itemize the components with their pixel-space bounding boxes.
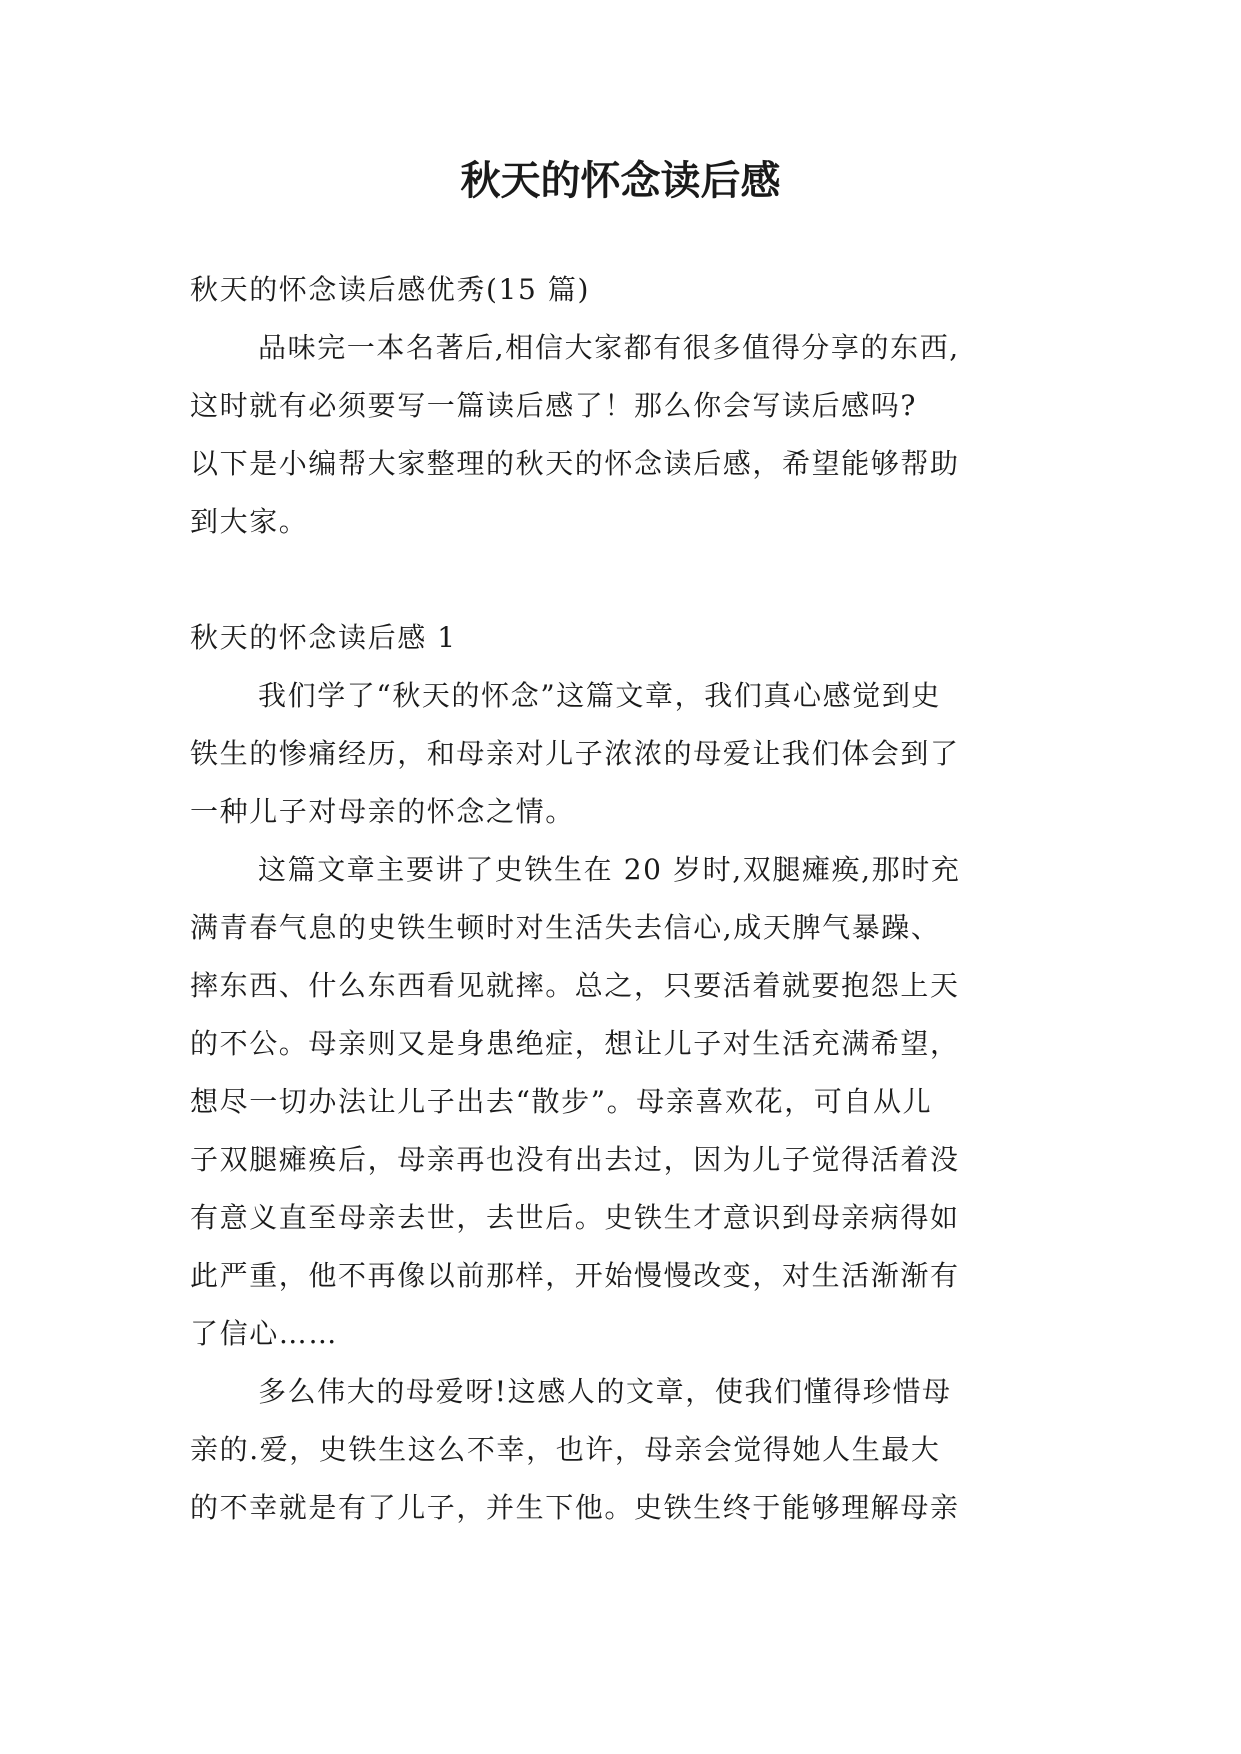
paragraph-line: 有意义直至母亲去世，去世后。史铁生才意识到母亲病得如 bbox=[190, 1201, 960, 1234]
document-body bbox=[190, 261, 1066, 1537]
paragraph-line: 的不幸就是有了儿子，并生下他。史铁生终于能够理解母亲 bbox=[190, 1491, 960, 1524]
paragraph-line: 的不公。母亲则又是身患绝症，想让儿子对生活充满希望， bbox=[190, 1027, 960, 1060]
section-heading: 秋天的怀念读后感 1 bbox=[190, 621, 457, 654]
paragraph-line: 摔东西、什么东西看见就摔。总之，只要活着就要抱怨上天 bbox=[190, 969, 960, 1002]
document-subtitle: 秋天的怀念读后感优秀(15 篇) bbox=[190, 273, 590, 306]
paragraph-gap bbox=[190, 551, 1066, 609]
intro-line: 这时就有必须要写一篇读后感了！那么你会写读后感吗? bbox=[190, 389, 918, 422]
intro-line: 到大家。 bbox=[190, 505, 309, 538]
paragraph-line: 满青春气息的史铁生顿时对生活失去信心,成天脾气暴躁、 bbox=[190, 911, 941, 944]
body-paragraph-2 bbox=[190, 841, 1066, 1363]
paragraph-line: 我们学了“秋天的怀念”这篇文章，我们真心感觉到史 bbox=[258, 679, 942, 712]
intro-paragraph bbox=[190, 319, 1066, 551]
paragraph-line: 想尽一切办法让儿子出去“散步”。母亲喜欢花，可自从儿 bbox=[190, 1085, 933, 1118]
intro-line: 以下是小编帮大家整理的秋天的怀念读后感，希望能够帮助 bbox=[190, 447, 960, 480]
paragraph-line: 子双腿瘫痪后，母亲再也没有出去过，因为儿子觉得活着没 bbox=[190, 1143, 960, 1176]
document-title: 秋天的怀念读后感 bbox=[460, 158, 781, 204]
body-paragraph-1 bbox=[190, 667, 1066, 841]
paragraph-line: 一种儿子对母亲的怀念之情。 bbox=[190, 795, 575, 828]
body-paragraph-3 bbox=[190, 1363, 1066, 1537]
paragraph-line: 铁生的惨痛经历，和母亲对儿子浓浓的母爱让我们体会到了 bbox=[190, 737, 960, 770]
paragraph-line: 此严重，他不再像以前那样，开始慢慢改变，对生活渐渐有 bbox=[190, 1259, 960, 1292]
paragraph-line: 亲的.爱，史铁生这么不幸，也许，母亲会觉得她人生最大 bbox=[190, 1433, 941, 1466]
intro-line: 品味完一本名著后,相信大家都有很多值得分享的东西, bbox=[258, 331, 960, 364]
paragraph-line: 多么伟大的母爱呀!这感人的文章，使我们懂得珍惜母 bbox=[258, 1375, 952, 1408]
paragraph-line: 了信心…… bbox=[190, 1317, 339, 1350]
paragraph-line: 这篇文章主要讲了史铁生在 20 岁时,双腿瘫痪,那时充 bbox=[258, 853, 961, 886]
